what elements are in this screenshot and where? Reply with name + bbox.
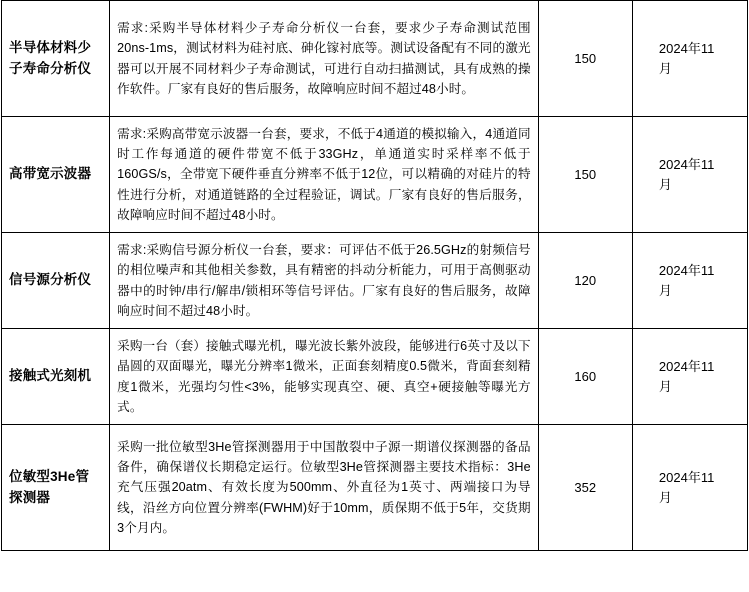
planned-purchase-date: [632, 117, 747, 233]
planned-purchase-date: [632, 329, 747, 425]
table-row: [2, 233, 748, 329]
equipment-description: 采购一台（套）接触式曝光机，曝光波长紫外波段，能够进行6英寸及以下晶圆的双面曝光，曝光分辨率1微米，正面套刻精度0.5微米，背面套刻精度1微米，光强均匀性<3%，能够实现真空、硬、真空+硬接触等曝光方式。: [110, 329, 539, 425]
table-row: [2, 117, 748, 233]
equipment-name: 半导体材料少子寿命分析仪: [2, 1, 110, 117]
equipment-name: 位敏型3He管探测器: [2, 425, 110, 551]
equipment-quantity: 160: [538, 329, 632, 425]
equipment-name: 信号源分析仪: [2, 233, 110, 329]
planned-purchase-date: [632, 425, 747, 551]
equipment-description: 需求:采购高带宽示波器一台套，要求，不低于4通道的模拟输入，4通道同时工作每通道的硬件带宽不低于33GHz，单通道实时采样率不低于160GS/s，全带宽下硬件垂直分辨率不低于12位，可以精确的对硅片的特性进行分析，对通道链路的全过程验证，调试。厂家有良好的售后服务，故障响应时间不超过48小时。: [110, 117, 539, 233]
planned-purchase-date-text: 2024年11月: [658, 41, 715, 76]
equipment-description: 需求:采购信号源分析仪一台套，要求：可评估不低于26.5GHz的射频信号的相位噪声和其他相关参数，具有精密的抖动分析能力，可用于高侧驱动器中的时钟/串行/解串/锁相环等信号评估。厂家有良好的售后服务，故障响应时间不超过48小时。: [110, 233, 539, 329]
equipment-procurement-table: [1, 0, 748, 551]
planned-purchase-date-text: 2024年11月: [658, 359, 715, 394]
equipment-quantity: 150: [538, 117, 632, 233]
equipment-description: 需求:采购半导体材料少子寿命分析仪一台套，要求少子寿命测试范围20ns-1ms，测试材料为硅衬底、砷化镓衬底等。测试设备配有不同的激光器可以开展不同材料少子寿命测试，可进行自动扫描测试，具有成熟的操作软件。厂家有良好的售后服务，故障响应时间不超过48小时。: [110, 1, 539, 117]
equipment-name: 高带宽示波器: [2, 117, 110, 233]
equipment-description: 采购一批位敏型3He管探测器用于中国散裂中子源一期谱仪探测器的备品备件，确保谱仪长期稳定运行。位敏型3He管探测器主要技术指标：3He充气压强20atm、有效长度为500mm、外直径为1英寸、两端接口为导线，沿丝方向位置分辨率(FWHM)好于10mm，质保期不低于5年，交货期3个月内。: [110, 425, 539, 551]
planned-purchase-date-text: 2024年11月: [658, 157, 715, 192]
equipment-quantity: 120: [538, 233, 632, 329]
planned-purchase-date-text: 2024年11月: [658, 470, 715, 505]
planned-purchase-date: [632, 1, 747, 117]
planned-purchase-date-text: 2024年11月: [658, 263, 715, 298]
table-row: [2, 329, 748, 425]
planned-purchase-date: [632, 233, 747, 329]
equipment-quantity: 352: [538, 425, 632, 551]
table-row: [2, 425, 748, 551]
equipment-name: 接触式光刻机: [2, 329, 110, 425]
page-bottom-spacer: [0, 551, 749, 563]
equipment-quantity: 150: [538, 1, 632, 117]
table-row: [2, 1, 748, 117]
